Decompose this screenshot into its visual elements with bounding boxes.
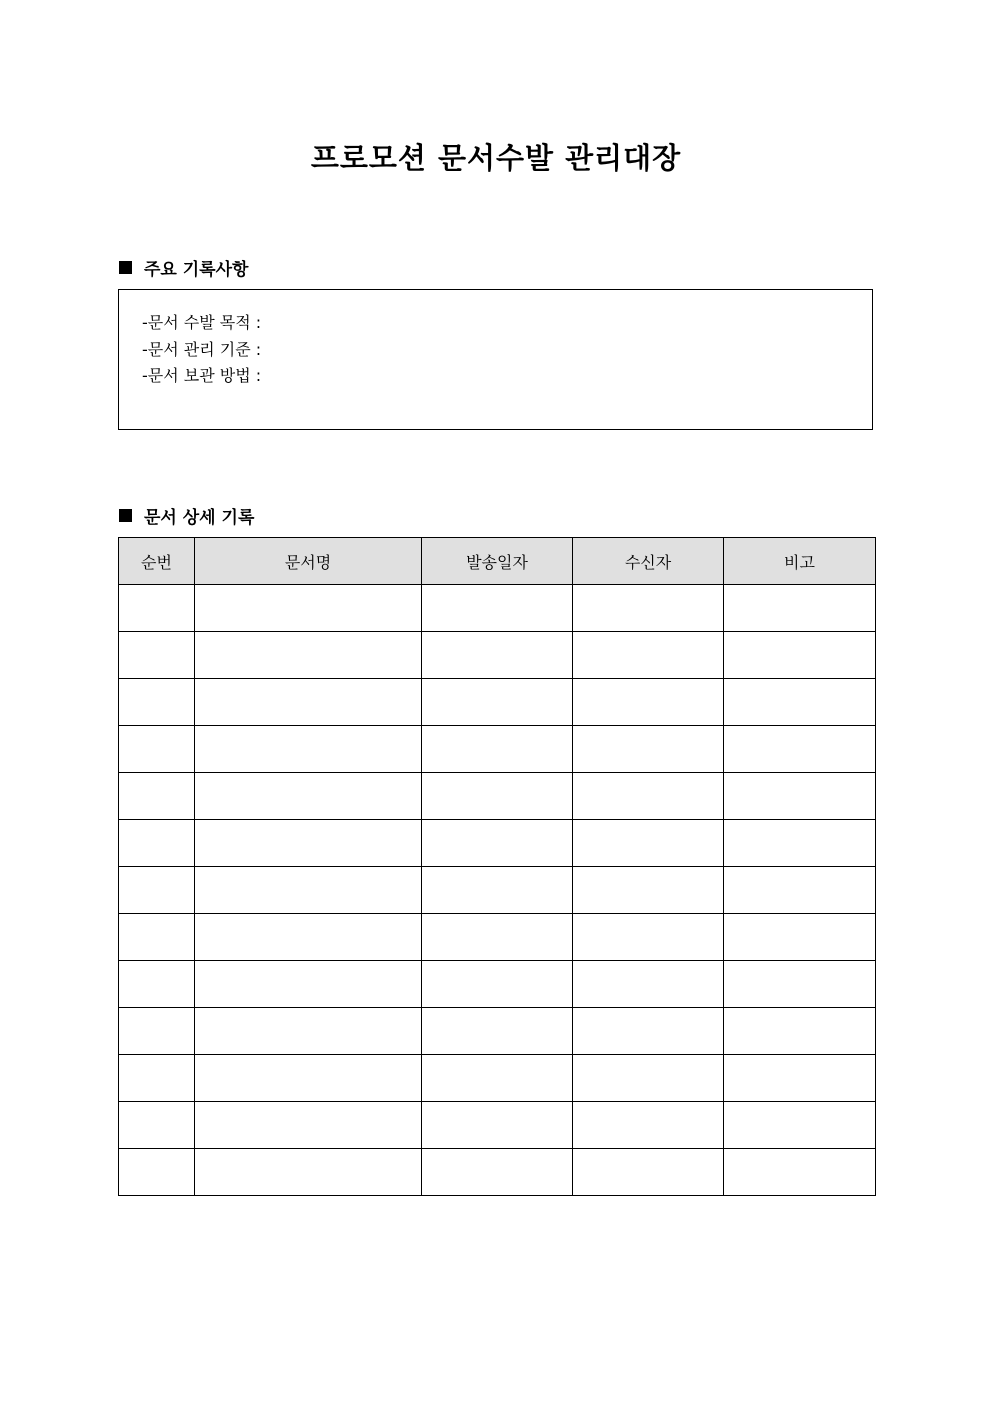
- cell-recipient[interactable]: [573, 679, 724, 726]
- cell-remarks[interactable]: [724, 914, 876, 961]
- detail-section-heading: [119, 503, 254, 528]
- cell-document-name[interactable]: [195, 585, 422, 632]
- cell-send-date[interactable]: [422, 1008, 573, 1055]
- cell-recipient[interactable]: [573, 726, 724, 773]
- cell-recipient[interactable]: [573, 961, 724, 1008]
- cell-number[interactable]: [119, 679, 195, 726]
- cell-number[interactable]: [119, 867, 195, 914]
- table-row: [119, 632, 876, 679]
- cell-number[interactable]: [119, 820, 195, 867]
- cell-send-date[interactable]: [422, 1102, 573, 1149]
- document-records-table: [118, 537, 876, 1196]
- cell-number[interactable]: [119, 961, 195, 1008]
- cell-send-date[interactable]: [422, 773, 573, 820]
- black-square-bullet-icon: [119, 509, 132, 522]
- cell-document-name[interactable]: [195, 867, 422, 914]
- table-row: [119, 1102, 876, 1149]
- cell-recipient[interactable]: [573, 632, 724, 679]
- cell-remarks[interactable]: [724, 585, 876, 632]
- cell-document-name[interactable]: [195, 961, 422, 1008]
- table-row: [119, 867, 876, 914]
- cell-send-date[interactable]: [422, 914, 573, 961]
- column-header-send-date: 발송일자: [422, 538, 573, 585]
- black-square-bullet-icon: [119, 261, 132, 274]
- cell-remarks[interactable]: [724, 961, 876, 1008]
- cell-number[interactable]: [119, 1102, 195, 1149]
- cell-recipient[interactable]: [573, 867, 724, 914]
- detail-heading-label: 문서 상세 기록: [144, 508, 255, 528]
- column-header-number: 순번: [119, 538, 195, 585]
- cell-recipient[interactable]: [573, 1102, 724, 1149]
- cell-remarks[interactable]: [724, 1055, 876, 1102]
- cell-number[interactable]: [119, 1055, 195, 1102]
- cell-number[interactable]: [119, 585, 195, 632]
- cell-remarks[interactable]: [724, 726, 876, 773]
- cell-send-date[interactable]: [422, 585, 573, 632]
- cell-remarks[interactable]: [724, 1008, 876, 1055]
- cell-send-date[interactable]: [422, 679, 573, 726]
- summary-line-criteria: -문서 관리 기준 :: [142, 339, 262, 359]
- summary-line-purpose: -문서 수발 목적 :: [142, 313, 262, 332]
- cell-number[interactable]: [119, 1149, 195, 1196]
- cell-document-name[interactable]: [195, 914, 422, 961]
- cell-number[interactable]: [119, 726, 195, 773]
- cell-recipient[interactable]: [573, 1008, 724, 1055]
- cell-send-date[interactable]: [422, 632, 573, 679]
- table-row: [119, 914, 876, 961]
- cell-remarks[interactable]: [724, 1149, 876, 1196]
- cell-number[interactable]: [119, 1008, 195, 1055]
- cell-document-name[interactable]: [195, 679, 422, 726]
- cell-remarks[interactable]: [724, 1102, 876, 1149]
- table-row: [119, 773, 876, 820]
- cell-recipient[interactable]: [573, 773, 724, 820]
- cell-send-date[interactable]: [422, 820, 573, 867]
- column-header-recipient: 수신자: [573, 538, 724, 585]
- cell-number[interactable]: [119, 773, 195, 820]
- document-title: 프로모션 문서수발 관리대장: [310, 141, 682, 175]
- column-header-document-name: 문서명: [195, 538, 422, 585]
- table-row: [119, 820, 876, 867]
- column-header-remarks: 비고: [724, 538, 876, 585]
- cell-document-name[interactable]: [195, 1055, 422, 1102]
- cell-document-name[interactable]: [195, 1149, 422, 1196]
- summary-box: [118, 289, 873, 430]
- summary-section-heading: [119, 255, 248, 280]
- cell-document-name[interactable]: [195, 820, 422, 867]
- cell-send-date[interactable]: [422, 867, 573, 914]
- cell-recipient[interactable]: [573, 914, 724, 961]
- table-row: [119, 1055, 876, 1102]
- cell-remarks[interactable]: [724, 820, 876, 867]
- table-row: [119, 1149, 876, 1196]
- cell-recipient[interactable]: [573, 820, 724, 867]
- cell-recipient[interactable]: [573, 585, 724, 632]
- cell-send-date[interactable]: [422, 961, 573, 1008]
- cell-number[interactable]: [119, 914, 195, 961]
- cell-number[interactable]: [119, 632, 195, 679]
- cell-document-name[interactable]: [195, 1008, 422, 1055]
- cell-remarks[interactable]: [724, 679, 876, 726]
- cell-document-name[interactable]: [195, 1102, 422, 1149]
- cell-send-date[interactable]: [422, 1149, 573, 1196]
- summary-heading-label: 주요 기록사항: [144, 260, 249, 280]
- summary-line-storage: -문서 보관 방법 :: [142, 366, 262, 385]
- cell-document-name[interactable]: [195, 726, 422, 773]
- table-row: [119, 585, 876, 632]
- cell-remarks[interactable]: [724, 632, 876, 679]
- cell-send-date[interactable]: [422, 726, 573, 773]
- table-row: [119, 726, 876, 773]
- cell-document-name[interactable]: [195, 773, 422, 820]
- cell-remarks[interactable]: [724, 867, 876, 914]
- cell-remarks[interactable]: [724, 773, 876, 820]
- cell-document-name[interactable]: [195, 632, 422, 679]
- cell-recipient[interactable]: [573, 1055, 724, 1102]
- table-row: [119, 679, 876, 726]
- cell-recipient[interactable]: [573, 1149, 724, 1196]
- cell-send-date[interactable]: [422, 1055, 573, 1102]
- table-row: [119, 961, 876, 1008]
- table-row: [119, 1008, 876, 1055]
- table-header-row: [119, 538, 876, 585]
